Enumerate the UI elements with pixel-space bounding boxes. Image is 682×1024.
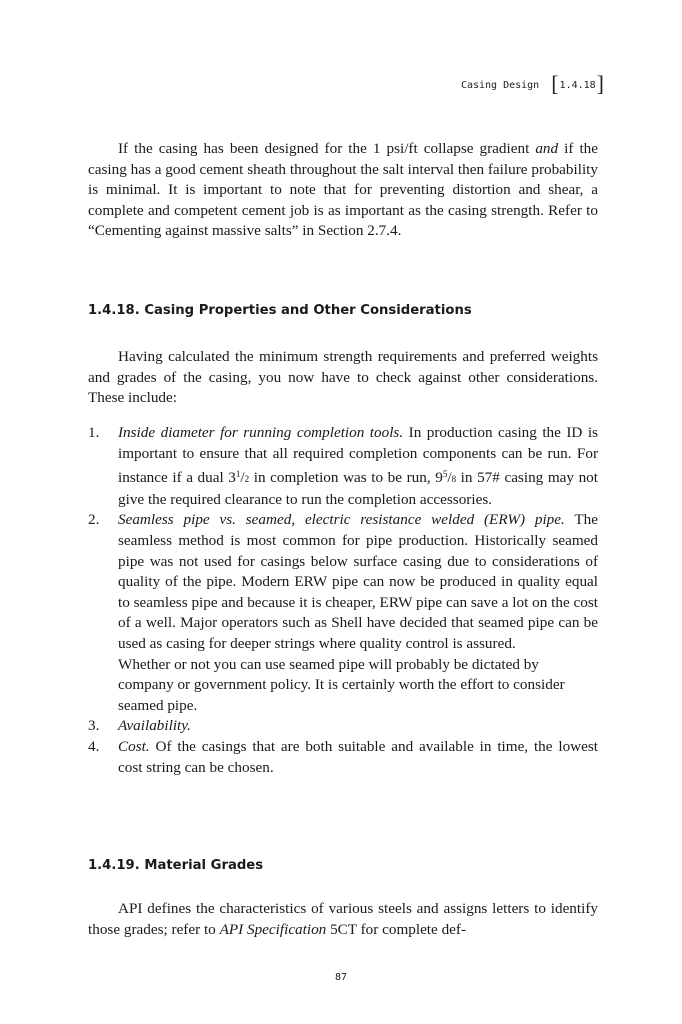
list-item-text: in completion was to be run, 9 bbox=[249, 469, 443, 487]
list-item-text: The seamless method is most common for pipe production. Historically seamed pipe was not used for casings below surface casing due to considerations of quality of the pipe. Modern ERW pipe can now be produced in quality equal to seamless pipe and because it is cheaper, ERW pipe can save a lot on the cost of a well. Major operators such as Shell have decided that seamed pipe can be used as casing for deeper strings where quality control is assured. bbox=[118, 511, 598, 652]
list-item-text: Of the casings that are both suitable and available in time, the lowest cost string can be chosen. bbox=[118, 737, 598, 776]
paragraph-considerations-intro bbox=[88, 347, 598, 409]
considerations-list bbox=[88, 423, 598, 778]
fraction-five-eighths: $^5$/8 bbox=[442, 469, 457, 487]
list-item-number: 1. bbox=[88, 424, 100, 441]
running-head-title: Casing Design bbox=[460, 79, 540, 91]
list-item-text: Whether or not you can use seamed pipe will probably be dictated by company or government policy. It is certainly worth the effort to consider seamed pipe. bbox=[118, 655, 565, 714]
list-item-number: 3. bbox=[88, 717, 100, 735]
bracket-open: [ bbox=[551, 71, 559, 96]
list-item bbox=[88, 423, 598, 510]
list-item bbox=[88, 716, 598, 737]
section-heading-1-4-19: 1.4.19. Material Grades bbox=[88, 858, 264, 873]
list-item-number: 4. bbox=[88, 737, 100, 755]
fraction-one-half: $^1$/2 bbox=[235, 469, 250, 487]
list-item-text: in 57# casing may not give the required clearance to run the completion accessories. bbox=[118, 469, 598, 508]
running-head-section bbox=[551, 71, 604, 96]
paragraph-material-grades bbox=[88, 899, 598, 940]
page-number: 87 bbox=[334, 972, 348, 983]
section-number: 1.4.18 bbox=[559, 79, 596, 91]
para3-text-1: API defines the characteristics of various steels and assigns letters to identify those grades; refer to bbox=[88, 900, 598, 938]
para1-emphasis: and bbox=[535, 140, 559, 157]
list-item-title: Availability. bbox=[118, 717, 191, 735]
list-item-continuation bbox=[88, 655, 598, 717]
list-item-text: In production casing the ID is important to ensure that all required completion components can be run. For instance if a dual 3 bbox=[118, 424, 598, 487]
para1-text-1: If the casing has been designed for the 1 psi/ft collapse gradient bbox=[118, 140, 536, 157]
list-item bbox=[88, 510, 598, 654]
para3-emphasis: API Specification bbox=[219, 920, 327, 938]
list-item-title: Inside diameter for running completion tools. bbox=[118, 424, 404, 441]
para2-text: Having calculated the minimum strength requirements and preferred weights and grades of the casing, you now have to check against other considerations. These include: bbox=[88, 348, 598, 407]
section-heading-1-4-18: 1.4.18. Casing Properties and Other Considerations bbox=[88, 303, 472, 318]
list-item-number: 2. bbox=[88, 511, 100, 529]
para3-text-2: 5CT for complete def- bbox=[326, 920, 467, 938]
bracket-close: ] bbox=[596, 71, 604, 96]
list-item-title: Cost. bbox=[118, 737, 150, 755]
running-head bbox=[460, 71, 604, 96]
list-item-title: Seamless pipe vs. seamed, electric resistance welded (ERW) pipe. bbox=[118, 511, 565, 529]
paragraph-collapse-gradient bbox=[88, 139, 598, 242]
para1-text-2: if the casing has a good cement sheath throughout the salt interval then failure probability is minimal. It is important to note that for preventing distortion and shear, a complete and competent cement job is as important as the casing strength. Refer to “Cementing against massive salts” in Section 2.7.4. bbox=[88, 140, 598, 240]
list-item bbox=[88, 737, 598, 778]
